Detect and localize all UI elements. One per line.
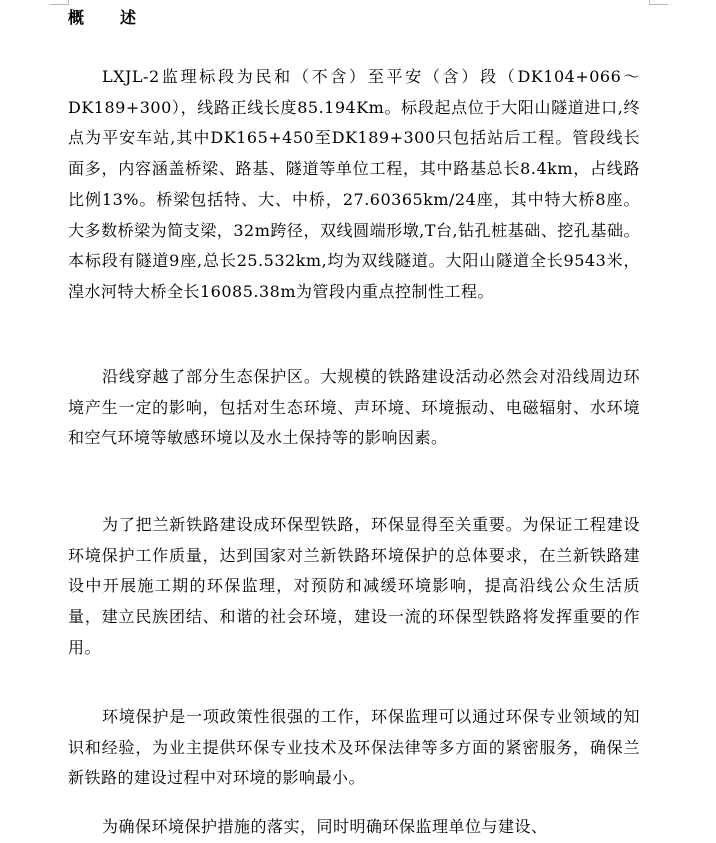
paragraph-ecology: 沿线穿越了部分生态保护区。大规模的铁路建设活动必然会对沿线周边环境产生一定的影响，包括对生态环境、声环境、环境振动、电磁辐射、水环境和空气环境等敏感环境以及水土保持等的影响因素。 [68,367,640,448]
paragraph-measures: 为确保环境保护措施的落实，同时明确环保监理单位与建设、 [102,817,548,836]
paragraph-overview: LXJL-2监理标段为民和（不含）至平安（含）段（DK104+066～DK189+300），线路正线长度85.194Km。标段起点位于大阳山隧道进口,终点为平安车站,其中DK165+450至DK189+300只包括站后工程。管段线长面多，内容涵盖桥梁、路基、隧道等单位工程，其中路基总长8.4km，占线路比例13%。桥梁包括特、大、中桥，27.60365km/24座，其中特大桥8座。大多数桥梁为简支梁，32m跨径，双线圆端形墩,T台,钻孔桩基础、挖孔基础。本标段有隧道9座,总长25.532km,均为双线隧道。大阳山隧道全长9543米，湟水河特大桥全长16085.38m为管段内重点控制性工程。 [68,67,640,301]
page-corner-mark-left [50,0,69,5]
section-heading: 概 述 [68,8,147,27]
paragraph-importance: 为了把兰新铁路建设成环保型铁路，环保显得至关重要。为保证工程建设环境保护工作质量，达到国家对兰新铁路环境保护的总体要求，在兰新铁路建设中开展施工期的环保监理，对预防和减缓环境影响，提高沿线公众生活质量，建立民族团结、和谐的社会环境，建设一流的环保型铁路将发挥重要的作用。 [68,515,640,657]
page-corner-mark-right [649,0,668,5]
paragraph-supervision: 环境保护是一项政策性很强的工作，环保监理可以通过环保专业领域的知识和经验，为业主提供环保专业技术及环保法律等多方面的紧密服务，确保兰新铁路的建设过程中对环境的影响最小。 [68,707,640,788]
